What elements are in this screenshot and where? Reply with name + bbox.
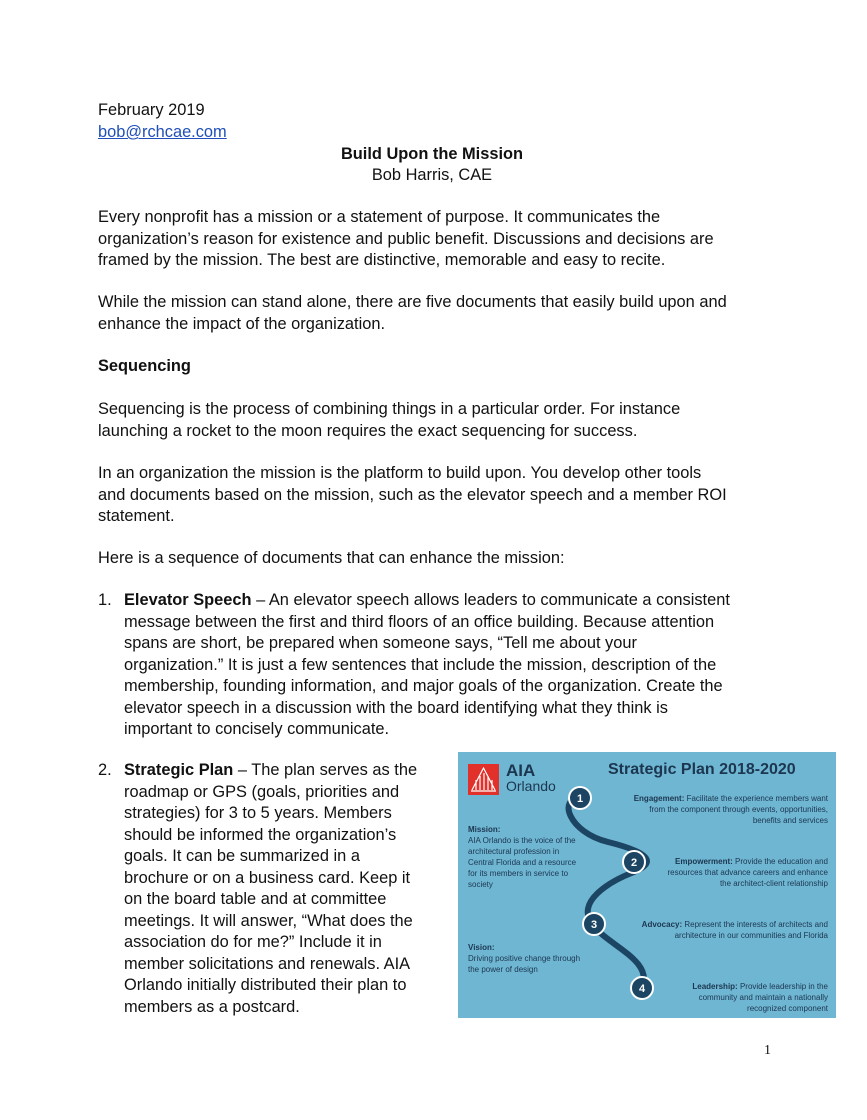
text-line: important to concisely communicate. bbox=[124, 720, 390, 738]
step-marker-1 bbox=[569, 787, 591, 809]
mission-block bbox=[468, 824, 588, 890]
text-line: statement. bbox=[98, 507, 175, 525]
text-line: strategies) for 3 to 5 years. Members bbox=[124, 804, 392, 822]
text-line: members as a postcard. bbox=[124, 997, 300, 1016]
step-text: Represent the interests of architects and bbox=[682, 920, 828, 929]
text-line: architectural profession in bbox=[468, 847, 560, 856]
text-line: benefits and services bbox=[752, 816, 828, 825]
sequencing-paragraph-3: Here is a sequence of documents that can enhance the mission: bbox=[98, 549, 565, 567]
step-text: Provide leadership in the bbox=[737, 982, 828, 991]
author-email-link[interactable]: bob@rchcae.com bbox=[98, 123, 227, 141]
step-label: Advocacy: bbox=[641, 920, 683, 929]
aia-logo-subtext: Orlando bbox=[506, 778, 556, 794]
step-number: 1 bbox=[576, 793, 584, 805]
intro-paragraph-2 bbox=[98, 292, 778, 335]
document-title: Build Upon the Mission bbox=[340, 145, 524, 163]
mission-label: Mission: bbox=[468, 825, 501, 834]
text-line: Sequencing is the process of combining things in a particular order. For instance bbox=[98, 400, 681, 418]
text-line: spans are short, be prepared when someone says, “Tell me about your bbox=[124, 634, 637, 652]
step-label: Engagement: bbox=[633, 794, 685, 803]
section-heading-sequencing: Sequencing bbox=[98, 357, 191, 375]
page-number: 1 bbox=[764, 1043, 771, 1058]
text-line: the architect-client relationship bbox=[719, 879, 828, 888]
text-line: and documents based on the mission, such as the elevator speech and a member ROI bbox=[98, 485, 727, 504]
text-line: resources that advance careers and enhance bbox=[667, 868, 828, 877]
step-marker-3 bbox=[583, 913, 605, 935]
text-line: should be informed the organization’s bbox=[124, 825, 397, 844]
text-line: the power of design bbox=[468, 965, 538, 974]
step-number: 3 bbox=[590, 919, 598, 931]
vision-block bbox=[468, 942, 598, 975]
text-line: AIA Orlando is the voice of the bbox=[468, 836, 576, 845]
list-number: 1. bbox=[98, 591, 112, 609]
aia-logo-text: AIA bbox=[506, 761, 536, 780]
step-text: Facilitate the experience members want bbox=[684, 794, 828, 803]
text-line: Orlando initially distributed their plan to bbox=[124, 976, 407, 994]
step-advocacy bbox=[604, 919, 828, 941]
strategic-plan-graphic bbox=[458, 752, 836, 1018]
text-line: association do for me?” Include it in bbox=[124, 933, 382, 951]
text-line: Every nonprofit has a mission or a statement of purpose. It communicates the bbox=[98, 208, 661, 226]
text-line: While the mission can stand alone, there are five documents that easily build upon and bbox=[98, 293, 727, 311]
text-line: on the board table and at committee bbox=[124, 890, 387, 908]
text-line: enhance the impact of the organization. bbox=[98, 314, 386, 333]
text-line: membership, founding information, and major goals of the organization. Create the bbox=[124, 677, 723, 695]
text-line: organization’s reason for existence and public benefit. Discussions and decisions are bbox=[98, 229, 714, 248]
step-empowerment bbox=[604, 856, 828, 889]
text-line: society bbox=[468, 880, 493, 889]
step-number: 4 bbox=[638, 983, 646, 995]
text-line: goals. It can be summarized in a bbox=[124, 847, 360, 865]
text-line: brochure or on a business card. Keep it bbox=[124, 868, 411, 887]
step-label: Empowerment: bbox=[675, 857, 733, 866]
text-line: launching a rocket to the moon requires the exact sequencing for success. bbox=[98, 421, 638, 440]
text-line: member solicitations and renewals. AIA bbox=[124, 954, 411, 973]
text-line: message between the first and third floors of an office building. Because attention bbox=[124, 612, 715, 631]
text-line: meetings. It will answer, “What does the bbox=[124, 911, 413, 930]
text-line: organization.” It is just a few sentences that include the mission, description of the bbox=[124, 655, 717, 674]
text-line: framed by the mission. The best are distinctive, memorable and easy to recite. bbox=[98, 251, 666, 269]
list-text-first: – The plan serves as the bbox=[233, 761, 418, 779]
list-number: 2. bbox=[98, 761, 112, 779]
vision-label: Vision: bbox=[468, 943, 495, 952]
list-term: Elevator Speech bbox=[124, 591, 252, 609]
sequencing-paragraph-2 bbox=[98, 463, 778, 528]
intro-paragraph-1 bbox=[98, 207, 778, 272]
step-leadership bbox=[658, 981, 828, 1014]
text-line: Driving positive change through bbox=[468, 954, 581, 963]
text-line: Central Florida and a resource bbox=[468, 858, 577, 867]
text-line: from the component through events, opportunities, bbox=[649, 805, 828, 814]
list-text-first: – An elevator speech allows leaders to communicate a consistent bbox=[251, 591, 730, 609]
text-line: elevator speech in a discussion with the board identifying what they think is bbox=[124, 698, 668, 717]
document-date: February 2019 bbox=[98, 101, 205, 119]
list-term: Strategic Plan bbox=[124, 761, 234, 779]
sequencing-paragraph-1 bbox=[98, 399, 778, 442]
step-label: Leadership: bbox=[692, 982, 738, 991]
step-number: 2 bbox=[630, 857, 638, 869]
text-line: roadmap or GPS (goals, priorities and bbox=[124, 782, 400, 801]
step-text: Provide the education and bbox=[732, 857, 828, 866]
step-marker-4 bbox=[631, 977, 653, 999]
text-line: for its members in service to bbox=[468, 869, 569, 878]
text-line: architecture in our communities and Florida bbox=[674, 931, 828, 940]
text-line: In an organization the mission is the platform to build upon. You develop other tools bbox=[98, 464, 702, 482]
step-engagement bbox=[604, 793, 828, 826]
document-author: Bob Harris, CAE bbox=[371, 166, 493, 184]
text-line: recognized component bbox=[747, 1004, 828, 1013]
text-line: community and maintain a nationally bbox=[698, 993, 828, 1002]
plan-title: Strategic Plan 2018-2020 bbox=[608, 761, 796, 778]
